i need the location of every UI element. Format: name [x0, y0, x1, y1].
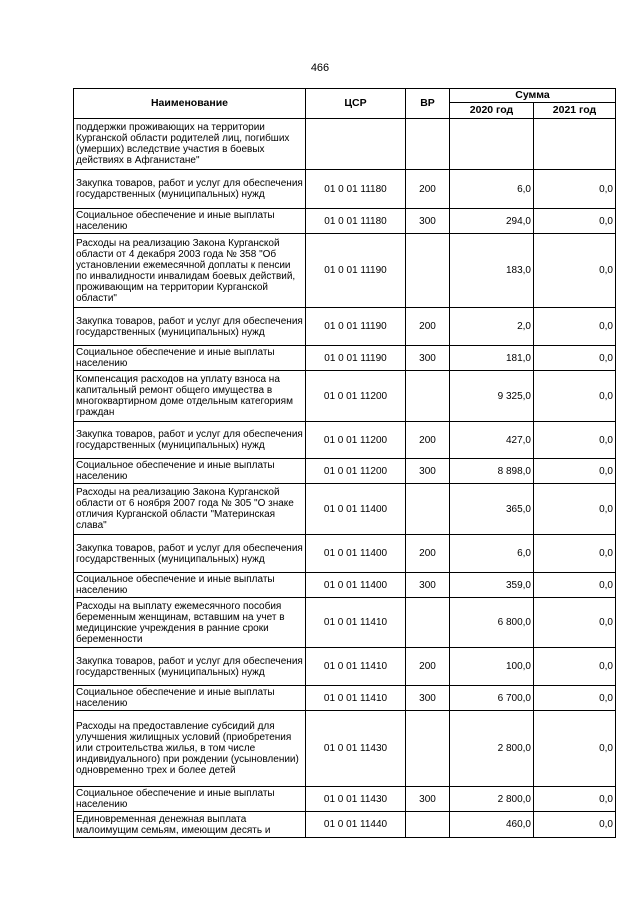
- cell-csr: 01 0 01 11180: [306, 170, 406, 209]
- table-row: [74, 573, 616, 598]
- cell-2021: 0,0: [534, 812, 616, 838]
- table-row: [74, 371, 616, 422]
- cell-2021: 0,0: [534, 170, 616, 209]
- cell-csr: 01 0 01 11410: [306, 648, 406, 686]
- cell-vr: [406, 812, 450, 838]
- table-row: [74, 119, 616, 170]
- table-row: [74, 209, 616, 234]
- cell-vr: 200: [406, 648, 450, 686]
- header-name: Наименование: [74, 89, 306, 119]
- table-row: [74, 346, 616, 371]
- table-row: [74, 787, 616, 812]
- cell-csr: 01 0 01 11430: [306, 787, 406, 812]
- cell-name: Расходы на выплату ежемесячного пособия беременным женщинам, вставшим на учет в медицинские учреждения в ранние сроки беременности: [74, 598, 306, 648]
- table-body: [74, 119, 616, 838]
- cell-vr: 200: [406, 308, 450, 346]
- cell-vr: 300: [406, 686, 450, 711]
- cell-csr: 01 0 01 11180: [306, 209, 406, 234]
- cell-2021: 0,0: [534, 484, 616, 535]
- cell-2020: 8 898,0: [450, 459, 534, 484]
- cell-2021: 0,0: [534, 459, 616, 484]
- cell-2021: 0,0: [534, 573, 616, 598]
- cell-2021: 0,0: [534, 346, 616, 371]
- cell-vr: 200: [406, 422, 450, 459]
- header-year-2021: 2021 год: [534, 103, 616, 119]
- table-row: [74, 484, 616, 535]
- cell-name: Расходы на предоставление субсидий для улучшения жилищных условий (приобретения или строительства жилья, в том числе индивидуального) при рождении (усыновлении) одновременно трех и более детей: [74, 711, 306, 787]
- cell-name: Социальное обеспечение и иные выплаты населению: [74, 459, 306, 484]
- cell-2020: [450, 119, 534, 170]
- cell-2021: 0,0: [534, 535, 616, 573]
- cell-name: Социальное обеспечение и иные выплаты населению: [74, 573, 306, 598]
- cell-2021: 0,0: [534, 598, 616, 648]
- cell-csr: 01 0 01 11410: [306, 598, 406, 648]
- cell-2021: 0,0: [534, 209, 616, 234]
- cell-2020: 183,0: [450, 234, 534, 308]
- cell-vr: [406, 484, 450, 535]
- cell-name: Закупка товаров, работ и услуг для обеспечения государственных (муниципальных) нужд: [74, 648, 306, 686]
- table-row: [74, 648, 616, 686]
- cell-name: Расходы на реализацию Закона Курганской области от 6 ноября 2007 года № 305 "О знаке отличия Курганской области "Материнская слава": [74, 484, 306, 535]
- cell-2021: 0,0: [534, 308, 616, 346]
- cell-csr: 01 0 01 11440: [306, 812, 406, 838]
- budget-table: [73, 88, 616, 838]
- header-csr: ЦСР: [306, 89, 406, 119]
- cell-2021: 0,0: [534, 371, 616, 422]
- header-sum: Сумма: [450, 89, 616, 103]
- cell-2020: 6,0: [450, 535, 534, 573]
- cell-csr: 01 0 01 11190: [306, 346, 406, 371]
- cell-vr: [406, 711, 450, 787]
- cell-2020: 181,0: [450, 346, 534, 371]
- cell-name: Социальное обеспечение и иные выплаты населению: [74, 787, 306, 812]
- cell-name: Социальное обеспечение и иные выплаты населению: [74, 209, 306, 234]
- cell-csr: 01 0 01 11200: [306, 371, 406, 422]
- table-row: [74, 535, 616, 573]
- cell-csr: 01 0 01 11410: [306, 686, 406, 711]
- cell-2021: 0,0: [534, 787, 616, 812]
- cell-2020: 6,0: [450, 170, 534, 209]
- cell-2020: 2 800,0: [450, 787, 534, 812]
- cell-2020: 2 800,0: [450, 711, 534, 787]
- cell-2021: 0,0: [534, 648, 616, 686]
- cell-csr: [306, 119, 406, 170]
- cell-name: Социальное обеспечение и иные выплаты населению: [74, 346, 306, 371]
- cell-name: поддержки проживающих на территории Курганской области родителей лиц, погибших (умерших) вследствие участия в боевых действиях в Афганистане": [74, 119, 306, 170]
- cell-2020: 359,0: [450, 573, 534, 598]
- header-vr: ВР: [406, 89, 450, 119]
- cell-csr: 01 0 01 11190: [306, 234, 406, 308]
- cell-2020: 6 700,0: [450, 686, 534, 711]
- table-row: [74, 711, 616, 787]
- cell-vr: 200: [406, 170, 450, 209]
- cell-vr: [406, 119, 450, 170]
- cell-vr: [406, 234, 450, 308]
- cell-2020: 6 800,0: [450, 598, 534, 648]
- cell-2021: 0,0: [534, 234, 616, 308]
- cell-csr: 01 0 01 11400: [306, 535, 406, 573]
- cell-vr: 200: [406, 535, 450, 573]
- cell-name: Расходы на реализацию Закона Курганской области от 4 декабря 2003 года № 358 "Об установлении ежемесячной доплаты к пенсии по инвалидности инвалидам боевых действий, проживающим на территории Курганской области": [74, 234, 306, 308]
- table-row: [74, 422, 616, 459]
- cell-csr: 01 0 01 11200: [306, 459, 406, 484]
- cell-vr: [406, 371, 450, 422]
- cell-2021: [534, 119, 616, 170]
- table-row: [74, 686, 616, 711]
- cell-2020: 100,0: [450, 648, 534, 686]
- cell-vr: 300: [406, 787, 450, 812]
- cell-vr: 300: [406, 346, 450, 371]
- cell-csr: 01 0 01 11400: [306, 484, 406, 535]
- cell-name: Закупка товаров, работ и услуг для обеспечения государственных (муниципальных) нужд: [74, 422, 306, 459]
- cell-name: Единовременная денежная выплата малоимущим семьям, имеющим десять и: [74, 812, 306, 838]
- table-row: [74, 459, 616, 484]
- header-year-2020: 2020 год: [450, 103, 534, 119]
- cell-2021: 0,0: [534, 686, 616, 711]
- cell-2020: 365,0: [450, 484, 534, 535]
- cell-csr: 01 0 01 11190: [306, 308, 406, 346]
- table-row: [74, 812, 616, 838]
- cell-2020: 2,0: [450, 308, 534, 346]
- cell-csr: 01 0 01 11200: [306, 422, 406, 459]
- cell-name: Закупка товаров, работ и услуг для обеспечения государственных (муниципальных) нужд: [74, 170, 306, 209]
- cell-2020: 460,0: [450, 812, 534, 838]
- cell-vr: 300: [406, 459, 450, 484]
- cell-2021: 0,0: [534, 711, 616, 787]
- table-row: [74, 598, 616, 648]
- cell-2021: 0,0: [534, 422, 616, 459]
- page-number: 466: [310, 62, 330, 74]
- cell-name: Закупка товаров, работ и услуг для обеспечения государственных (муниципальных) нужд: [74, 308, 306, 346]
- cell-2020: 427,0: [450, 422, 534, 459]
- table-row: [74, 234, 616, 308]
- cell-vr: 300: [406, 209, 450, 234]
- table-row: [74, 170, 616, 209]
- cell-name: Социальное обеспечение и иные выплаты населению: [74, 686, 306, 711]
- cell-name: Закупка товаров, работ и услуг для обеспечения государственных (муниципальных) нужд: [74, 535, 306, 573]
- cell-csr: 01 0 01 11430: [306, 711, 406, 787]
- cell-vr: [406, 598, 450, 648]
- cell-2020: 9 325,0: [450, 371, 534, 422]
- cell-csr: 01 0 01 11400: [306, 573, 406, 598]
- cell-vr: 300: [406, 573, 450, 598]
- table-row: [74, 308, 616, 346]
- cell-name: Компенсация расходов на уплату взноса на капитальный ремонт общего имущества в многоквартирном доме отдельным категориям граждан: [74, 371, 306, 422]
- cell-2020: 294,0: [450, 209, 534, 234]
- table-header: [74, 89, 616, 119]
